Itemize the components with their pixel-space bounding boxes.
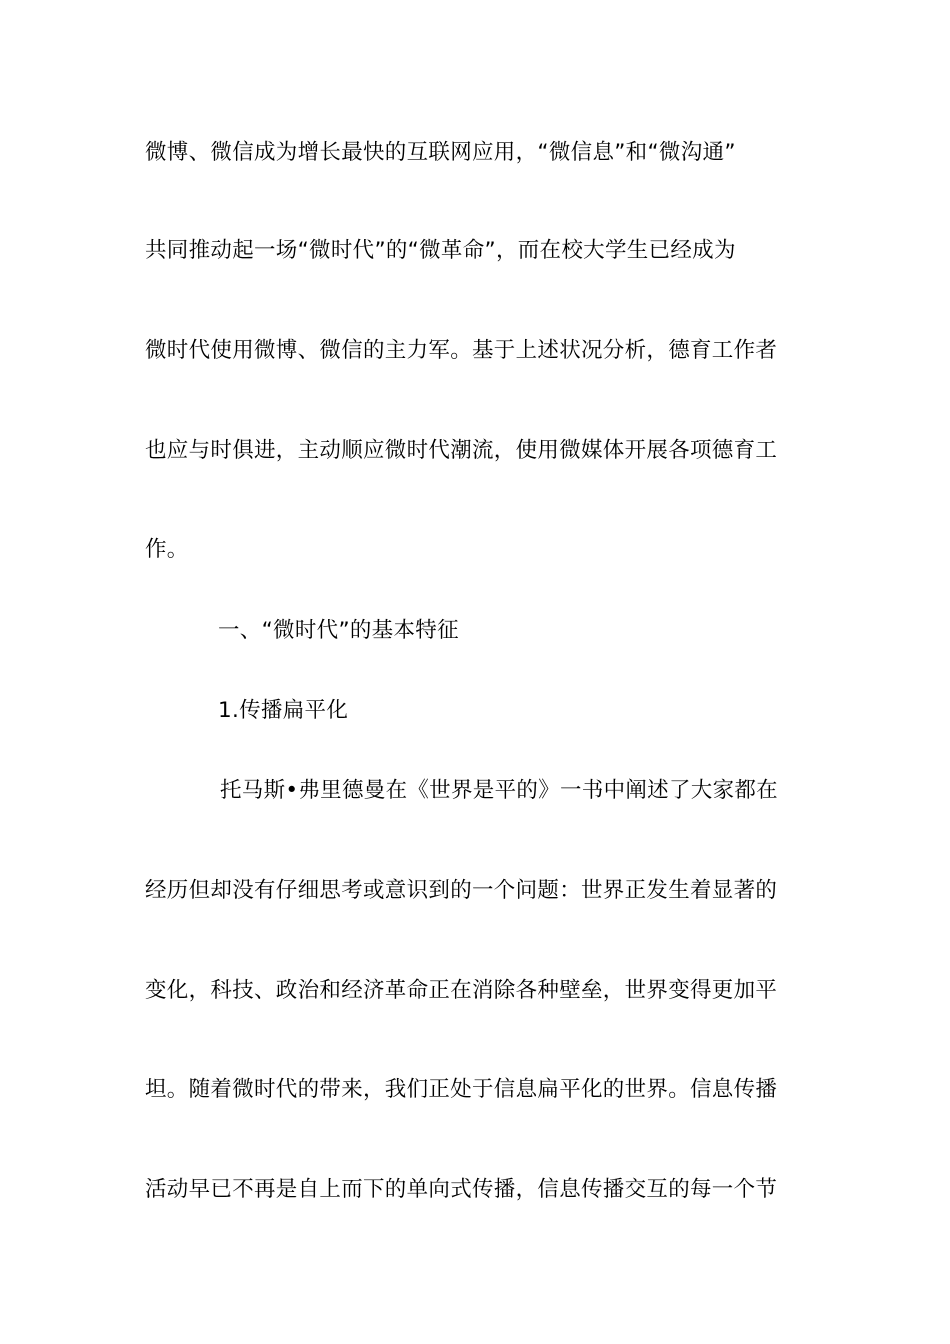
subsection-heading: 1.传播扁平化 — [218, 698, 349, 723]
paragraph-line-4: 坦。随着微时代的带来，我们正处于信息扁平化的世界。信息传播 — [145, 1077, 778, 1102]
section-heading: 一、“微时代”的基本特征 — [218, 618, 459, 643]
paragraph-line-2: 经历但却没有仔细思考或意识到的一个问题：世界正发生着显著的 — [145, 878, 778, 903]
body-line-3: 微时代使用微博、微信的主力军。基于上述状况分析，德育工作者 — [145, 338, 778, 363]
paragraph-line-5: 活动早已不再是自上而下的单向式传播，信息传播交互的每一个节 — [145, 1177, 778, 1202]
body-line-1: 微博、微信成为增长最快的互联网应用，“微信息”和“微沟通” — [145, 140, 736, 165]
body-line-4: 也应与时俱进，主动顺应微时代潮流，使用微媒体开展各项德育工 — [145, 438, 778, 463]
paragraph-line-1: 托马斯•弗里德曼在《世界是平的》一书中阐述了大家都在 — [220, 778, 778, 803]
body-line-5: 作。 — [145, 537, 189, 562]
body-line-2: 共同推动起一场“微时代”的“微革命”，而在校大学生已经成为 — [145, 238, 736, 263]
paragraph-line-3: 变化，科技、政治和经济革命正在消除各种壁垒，世界变得更加平 — [145, 978, 778, 1003]
